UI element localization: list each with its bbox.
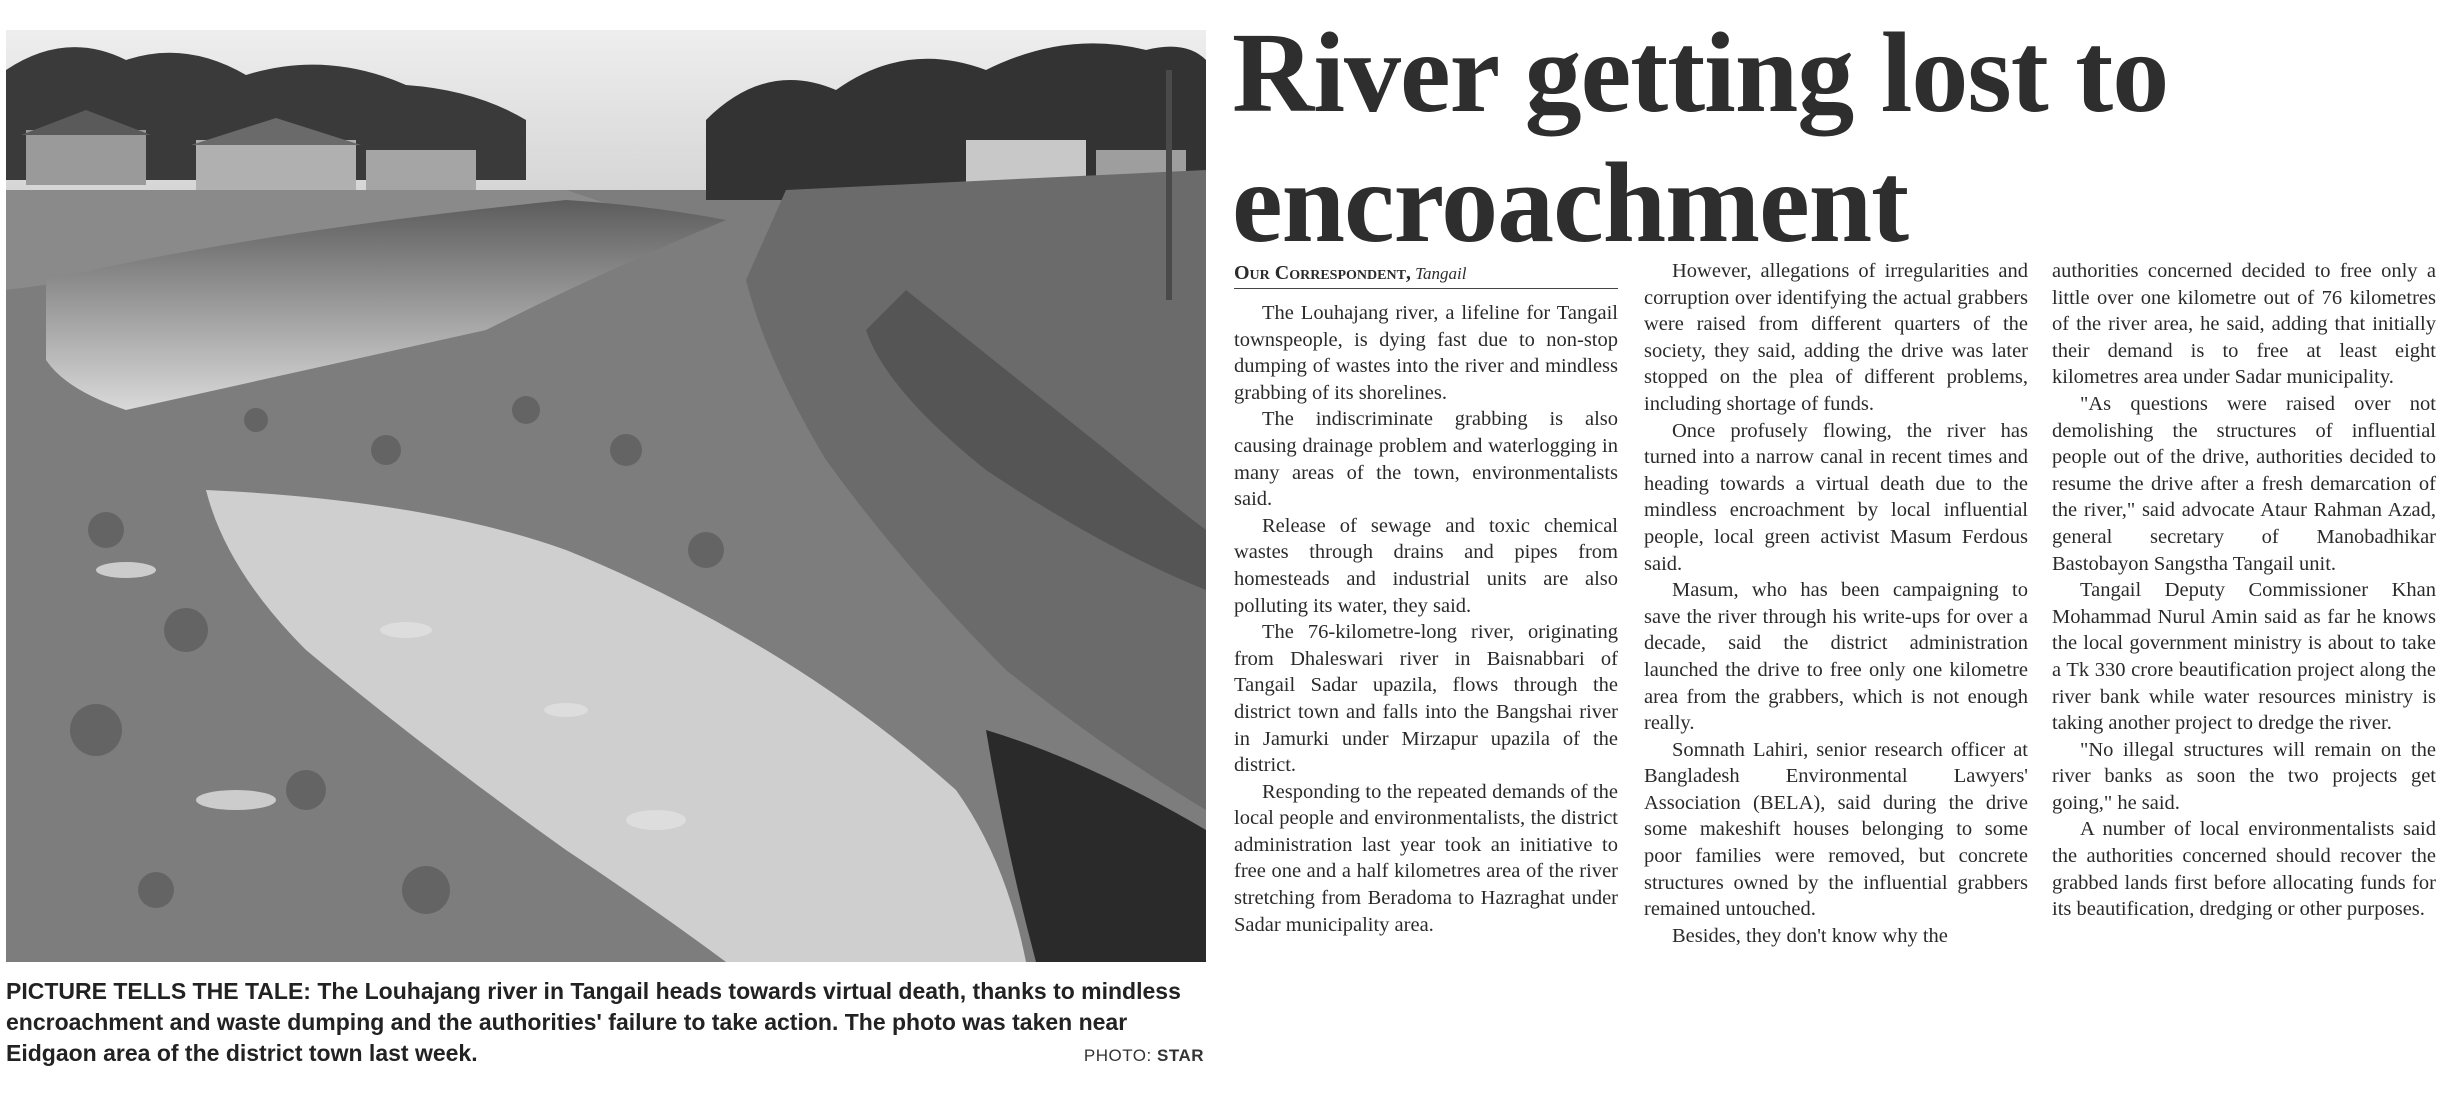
caption-lead: PICTURE TELLS THE TALE: (6, 978, 311, 1004)
byline-place: Tangail (1415, 264, 1467, 283)
paragraph-continued: authorities concerned decided to free only a little over one kilometre out of 76 kilometres of the river area, he said, adding that initially their demand is to free at least eight kilometres area under Sadar municipality. (2052, 260, 2436, 389)
credit-label: PHOTO: (1083, 1046, 1157, 1065)
byline-name: Our Correspondent, (1234, 262, 1411, 284)
paragraph: "As questions were raised over not demolishing the structures of influential people out of the drive, authorities decided to resume the drive after a fresh demarcation of the river," said advocate Ataur Rahman Azad, general secretary of Manobadhikar Bastobayon Sangstha Tangail unit. (2052, 392, 2436, 575)
paragraph: Tangail Deputy Commissioner Khan Mohammad Nurul Amin said as far he knows the local government ministry is about to take a Tk 330 crore beautification project along the river bank while water resources ministry is taking another project to dredge the river. (2052, 579, 2436, 735)
photo-caption (6, 976, 1206, 1069)
paragraph: Once profusely flowing, the river has turned into a narrow canal in recent times and heading towards a virtual death due to the mindless encroachment by local influential people, local green activist Masum Ferdous said. (1644, 419, 2028, 575)
paragraph: Responding to the repeated demands of the local people and environmentalists, the district administration last year took an initiative to free one and a half kilometres area of the river stretching from Beradoma to Hazraghat under Sadar municipality area. (1234, 780, 1618, 936)
paragraph: The Louhajang river, a lifeline for Tangail townspeople, is dying fast due to non-stop dumping of wastes into the river and mindless grabbing of its shorelines. (1234, 302, 1618, 404)
photo-credit (1084, 1046, 1204, 1066)
article-column-2 (1644, 258, 2028, 949)
article-column-1 (1234, 300, 1618, 938)
caption-text: The Louhajang river in Tangail heads towards virtual death, thanks to mindless encroachment and waste dumping and the authorities' failure to take action. The photo was taken near Eidgaon area of the district town last week. (6, 978, 1181, 1066)
river-photo-icon (6, 30, 1206, 962)
paragraph: Somnath Lahiri, senior research officer at Bangladesh Environmental Lawyers' Association (BELA), said during the drive some makeshift houses belonging to some poor families were removed, but concrete structures owned by the influential grabbers remained untouched. (1644, 738, 2028, 921)
paragraph: "No illegal structures will remain on the river banks as soon the two projects get going," he said. (2052, 738, 2436, 814)
paragraph: Masum, who has been campaigning to save the river through his write-ups for over a decade, said the district administration launched the drive to free only one kilometre area from the grabbers, which is not enough really. (1644, 579, 2028, 735)
headline: River getting lost to encroachment (1232, 9, 2169, 266)
article-column-3 (2052, 258, 2436, 923)
paragraph: However, allegations of irregularities and corruption over identifying the actual grabbers were raised from different quarters of the society, they said, adding the drive was later stopped on the plea of different problems, including shortage of funds. (1644, 260, 2028, 415)
paragraph: A number of local environmentalists said the authorities concerned should recover the grabbed lands first before allocating funds for its beautification, dredging or other purposes. (2052, 818, 2436, 921)
paragraph: Besides, they don't know why the (1672, 924, 1948, 947)
byline (1234, 262, 1618, 289)
paragraph: The 76-kilometre-long river, originating from Dhaleswari river in Baisnabbari of Tangail Sadar upazila, flows through the district town and falls into the Bangshai river in Jamurki under Mirzapur upazila of the district. (1234, 621, 1618, 777)
credit-source: STAR (1156, 1046, 1204, 1065)
paragraph: The indiscriminate grabbing is also causing drainage problem and waterlogging in many areas of the town, environmentalists said. (1234, 408, 1618, 511)
paragraph: Release of sewage and toxic chemical wastes through drains and pipes from homesteads and industrial units are also polluting its water, they said. (1234, 514, 1618, 617)
river-photo (6, 30, 1206, 962)
